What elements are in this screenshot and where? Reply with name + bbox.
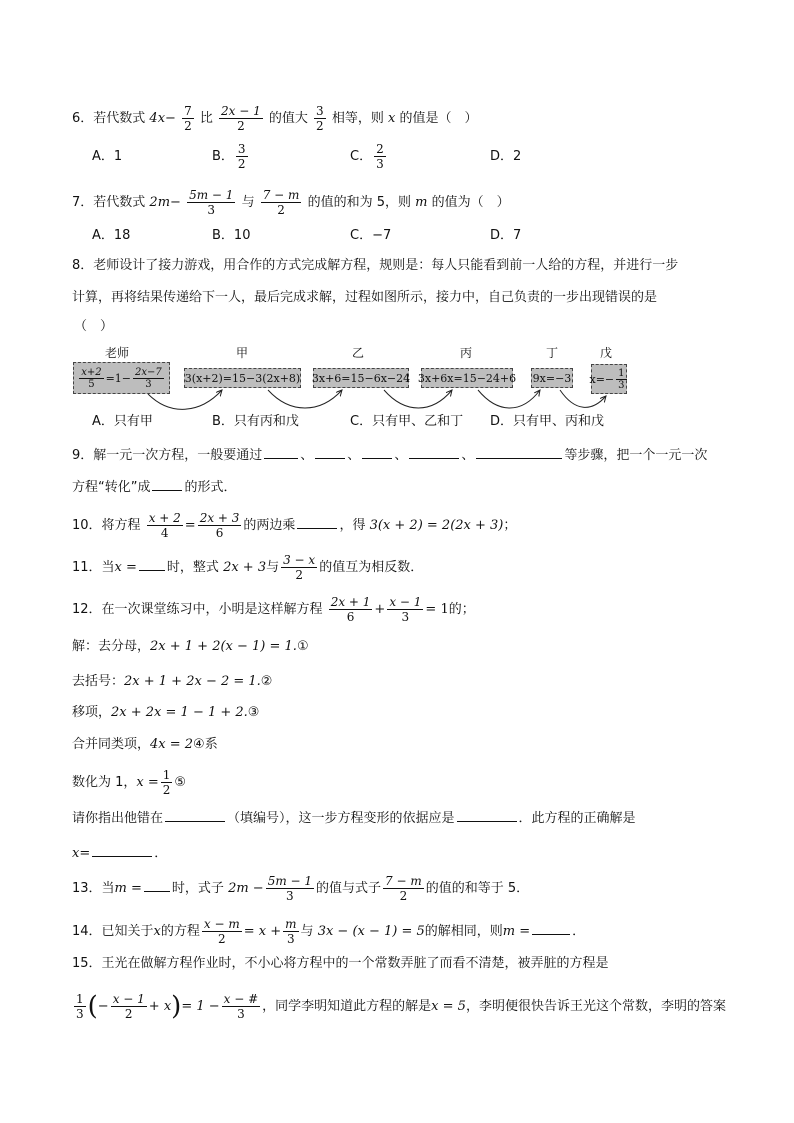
q7-frac-2: $\frac{7 - m}{2}$	[262, 188, 300, 217]
q9-blank-1[interactable]	[264, 444, 298, 459]
q6-option-a[interactable]: A．1	[92, 149, 123, 164]
label-ding: 丁	[546, 346, 559, 360]
q15-line-1: 15．王光在做解方程作业时，不小心将方程中的一个常数弄脏了而看不清楚，被弄脏的方程是	[72, 956, 609, 971]
box-wu: x=− $\frac{1}{3}$	[591, 364, 627, 394]
q8-option-b[interactable]: B．只有丙和戊	[212, 414, 299, 429]
q7-option-c[interactable]: C．−7	[350, 228, 392, 243]
q9-blank-6[interactable]	[152, 476, 182, 491]
q12-answer: x= ．	[72, 842, 167, 863]
q12-step-3: 移项，2x + 2x = 1 − 1 + 2.③	[72, 705, 260, 720]
q12-step-5: 数化为 1，x = $\frac{1}{2}$ ⑤	[72, 768, 187, 797]
q12-line: 12．在一次课堂练习中，小明是这样解方程 $\frac{2x + 1}{6}$ + $\frac{x - 1}{3}$ = 1的；	[72, 595, 475, 624]
box-ding: 9x=−3	[531, 368, 573, 388]
q8-line-1: 8．老师设计了接力游戏，用合作的方式完成解方程，规则是：每人只能看到前一人给的方程，并进行一步	[72, 258, 679, 273]
q7-frac-1: $\frac{5m - 1}{3}$	[189, 188, 234, 217]
q6-frac-3: $\frac{3}{2}$	[316, 104, 324, 133]
box-teacher: $\frac{x+2}{5}$ =1− $\frac{2x-7}{3}$	[73, 362, 170, 394]
label-jia: 甲	[236, 346, 249, 360]
q7-line: 7．若代数式 2m− $\frac{5m - 1}{3}$ 与 $\frac{7 - m}{2}$ 的值的和为 5，则 m 的值为（ ）	[72, 188, 510, 217]
q15-line-2: $\frac{1}{3}$ (− $\frac{x - 1}{2}$ + x)= 1 − $\frac{x - \#}{3}$ ，同学李明知道此方程的解是x = 5，李明便很快告诉王光这个常数，李明的答案	[76, 991, 726, 1022]
q12-step-4: 合并同类项，4x = 2④系	[72, 737, 218, 752]
q9-blank-2[interactable]	[315, 444, 345, 459]
q8-line-3: （ ）	[74, 319, 114, 334]
q14-blank[interactable]	[532, 920, 570, 935]
q8-option-c[interactable]: C．只有甲、乙和丁	[350, 414, 464, 429]
q11-blank[interactable]	[139, 556, 165, 571]
q13-blank[interactable]	[144, 877, 170, 892]
q11-line: 11．当x = 时，整式 2x + 3与 $\frac{3 - x}{2}$ 的值互为相反数．	[72, 553, 424, 582]
q6-option-b[interactable]: B． $\frac{3}{2}$	[212, 142, 246, 171]
q7-option-d[interactable]: D．7	[490, 228, 522, 243]
q6-option-d[interactable]: D．2	[490, 149, 522, 164]
q9-line-2: 方程“转化”成 的形式．	[72, 476, 237, 497]
box-jia: 3(x+2)=15−3(2x+8)	[184, 368, 301, 388]
q12-step-1: 解：去分母，2x + 1 + 2(x − 1) = 1.①	[72, 639, 309, 654]
q9-line-1: 9．解一元一次方程，一般要通过 、 、 、 、 等步骤，把一个一元一次	[72, 444, 707, 465]
q14-line: 14．已知关于x的方程 $\frac{x - m}{2}$ = x + $\frac{m}{3}$ 与 3x − (x − 1) = 5的解相同，则m = ．	[72, 917, 586, 946]
q10-line: 10．将方程 $\frac{x + 2}{4}$ = $\frac{2x + 3}{6}$ 的两边乘 ，得 3(x + 2) = 2(2x + 3)；	[72, 511, 517, 540]
q12-blank-2[interactable]	[457, 807, 517, 822]
label-yi: 乙	[352, 346, 365, 360]
q6-line: 6．若代数式 4x− $\frac{7}{2}$ 比 $\frac{2x - 1}{2}$ 的值大 $\frac{3}{2}$ 相等，则 x 的值是（ ）	[72, 104, 478, 133]
q9-blank-4[interactable]	[409, 444, 459, 459]
q8-option-d[interactable]: D．只有甲、丙和戊	[490, 414, 605, 429]
q6-option-c[interactable]: C． $\frac{2}{3}$	[350, 142, 384, 171]
q9-blank-5[interactable]	[476, 444, 562, 459]
label-wu: 戊	[600, 346, 613, 360]
q12-question: 请你指出他错在 （填编号），这一步方程变形的依据应是 ．此方程的正确解是	[72, 807, 636, 828]
q7-option-a[interactable]: A．18	[92, 228, 131, 243]
q13-line: 13．当m = 时，式子 2m − $\frac{5m - 1}{3}$ 的值与式子 $\frac{7 - m}{2}$ 的值的和等于 5．	[72, 874, 530, 903]
q8-line-2: 计算，再将结果传递给下一人，最后完成求解，过程如图所示，接力中，自己负责的一步出现错误的是	[72, 290, 658, 305]
q7-option-b[interactable]: B．10	[212, 228, 251, 243]
q8-option-a[interactable]: A．只有甲	[92, 414, 153, 429]
box-bing: 3x+6x=15−24+6	[421, 368, 513, 388]
q12-blank-3[interactable]	[92, 842, 152, 857]
q9-blank-3[interactable]	[362, 444, 392, 459]
q10-blank[interactable]	[297, 514, 337, 529]
label-teacher: 老师	[105, 346, 130, 360]
box-yi: 3x+6=15−6x−24	[313, 368, 409, 388]
q6-frac-1: $\frac{7}{2}$	[184, 104, 192, 133]
q12-blank-1[interactable]	[165, 807, 225, 822]
q6-frac-2: $\frac{2x - 1}{2}$	[221, 104, 261, 133]
label-bing: 丙	[460, 346, 473, 360]
q12-step-2: 去括号：2x + 1 + 2x − 2 = 1.②	[72, 674, 273, 689]
